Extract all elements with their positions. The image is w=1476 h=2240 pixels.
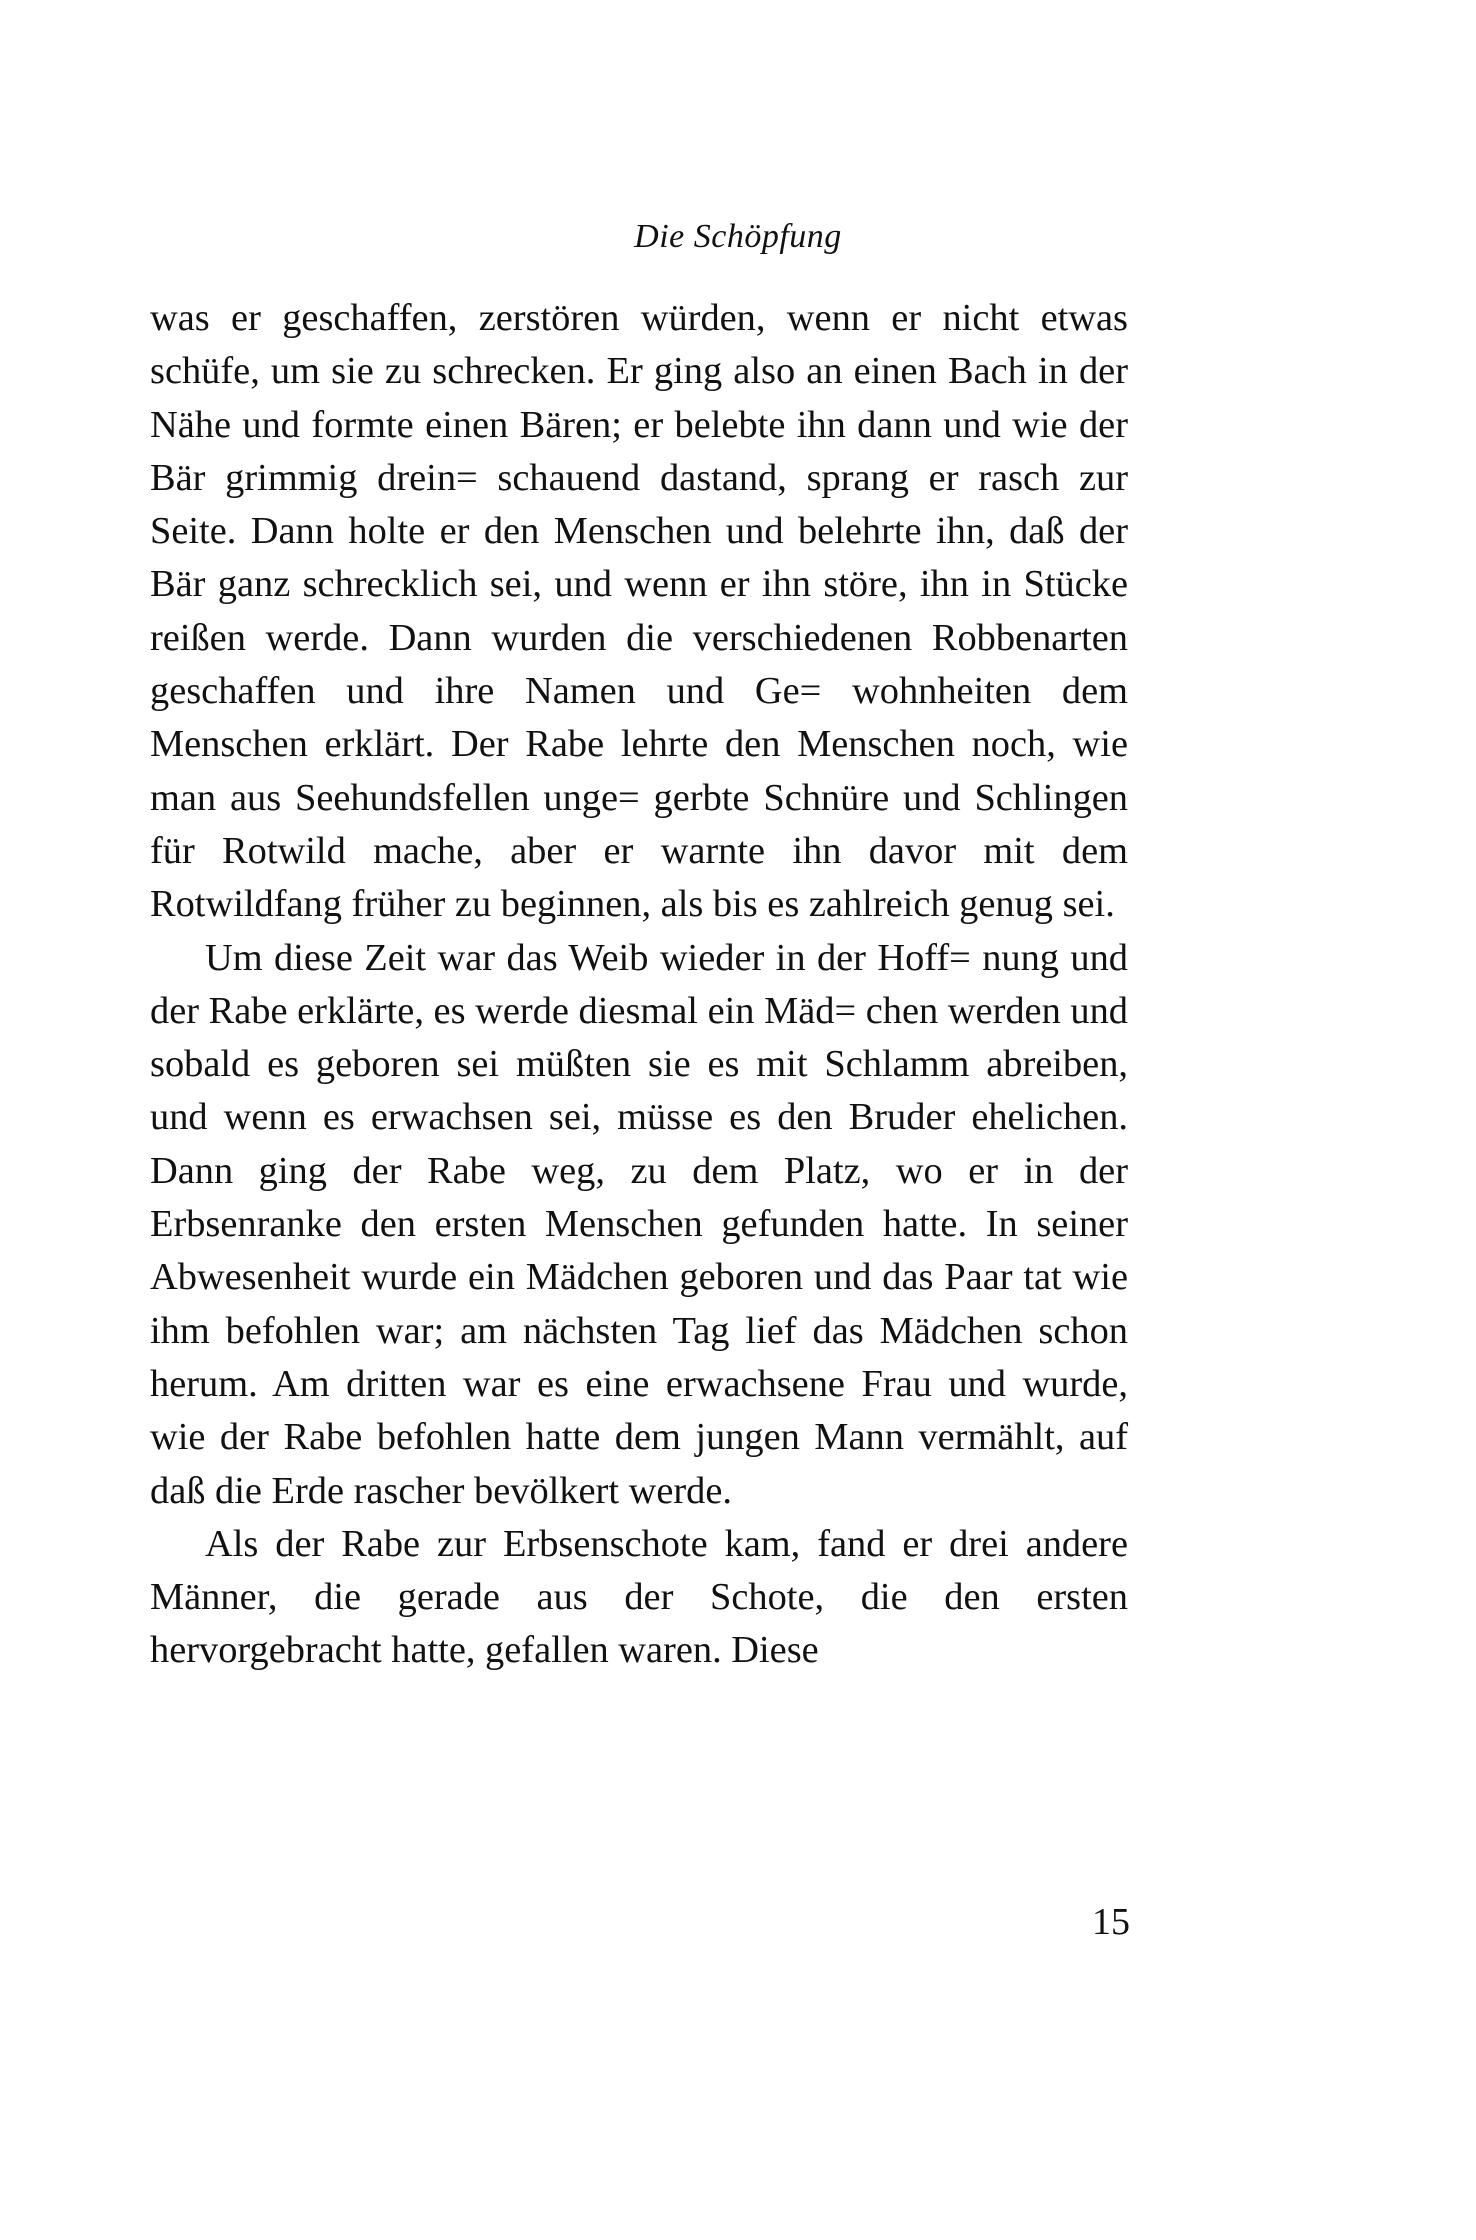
paragraph-2: Um diese Zeit war das Weib wieder in der Hoff= nung und der Rabe erklärte, es werde diesmal ein Mäd= chen werden und sobald es geboren sei müßten sie es mit Schlamm abreiben, und wenn es erwachsen sei, müsse es den Bruder ehelichen. Dann ging der Rabe weg, zu dem Platz, wo er in der Erbsenranke den ersten Menschen gefunden hatte. In seiner Abwesenheit wurde ein Mädchen geboren und das Paar tat wie ihm befohlen war; am nächsten Tag lief das Mädchen schon herum. Am dritten war es eine erwachsene Frau und wurde, wie der Rabe befohlen hatte dem jungen Mann vermählt, auf daß die Erde rascher bevölkert werde. (150, 936, 1128, 1512)
paragraph-3: Als der Rabe zur Erbsenschote kam, fand er drei andere Männer, die gerade aus der Schote, die den ersten hervorgebracht hatte, gefallen waren. Diese (150, 1522, 1128, 1672)
paragraph-1: was er geschaffen, zerstören würden, wenn er nicht etwas schüfe, um sie zu schrecken. Er ging also an einen Bach in der Nähe und formte einen Bären; er belebte ihn dann und wie der Bär grimmig drein= schauend dastand, sprang er rasch zur Seite. Dann holte er den Menschen und belehrte ihn, daß der Bär ganz schrecklich sei, und wenn er ihn störe, ihn in Stücke reißen werde. Dann wurden die verschiedenen Robbenarten geschaffen und ihre Namen und Ge= wohnheiten dem Menschen erklärt. Der Rabe lehrte den Menschen noch, wie man aus Seehundsfellen unge= gerbte Schnüre und Schlingen für Rotwild mache, aber er warnte ihn davor mit dem Rotwildfang früher zu beginnen, als bis es zahlreich genug sei. (150, 297, 1128, 926)
running-head-title: Die Schöpfung (634, 218, 842, 255)
body-text (150, 292, 1128, 1678)
page-number: 15 (1092, 1901, 1130, 1943)
